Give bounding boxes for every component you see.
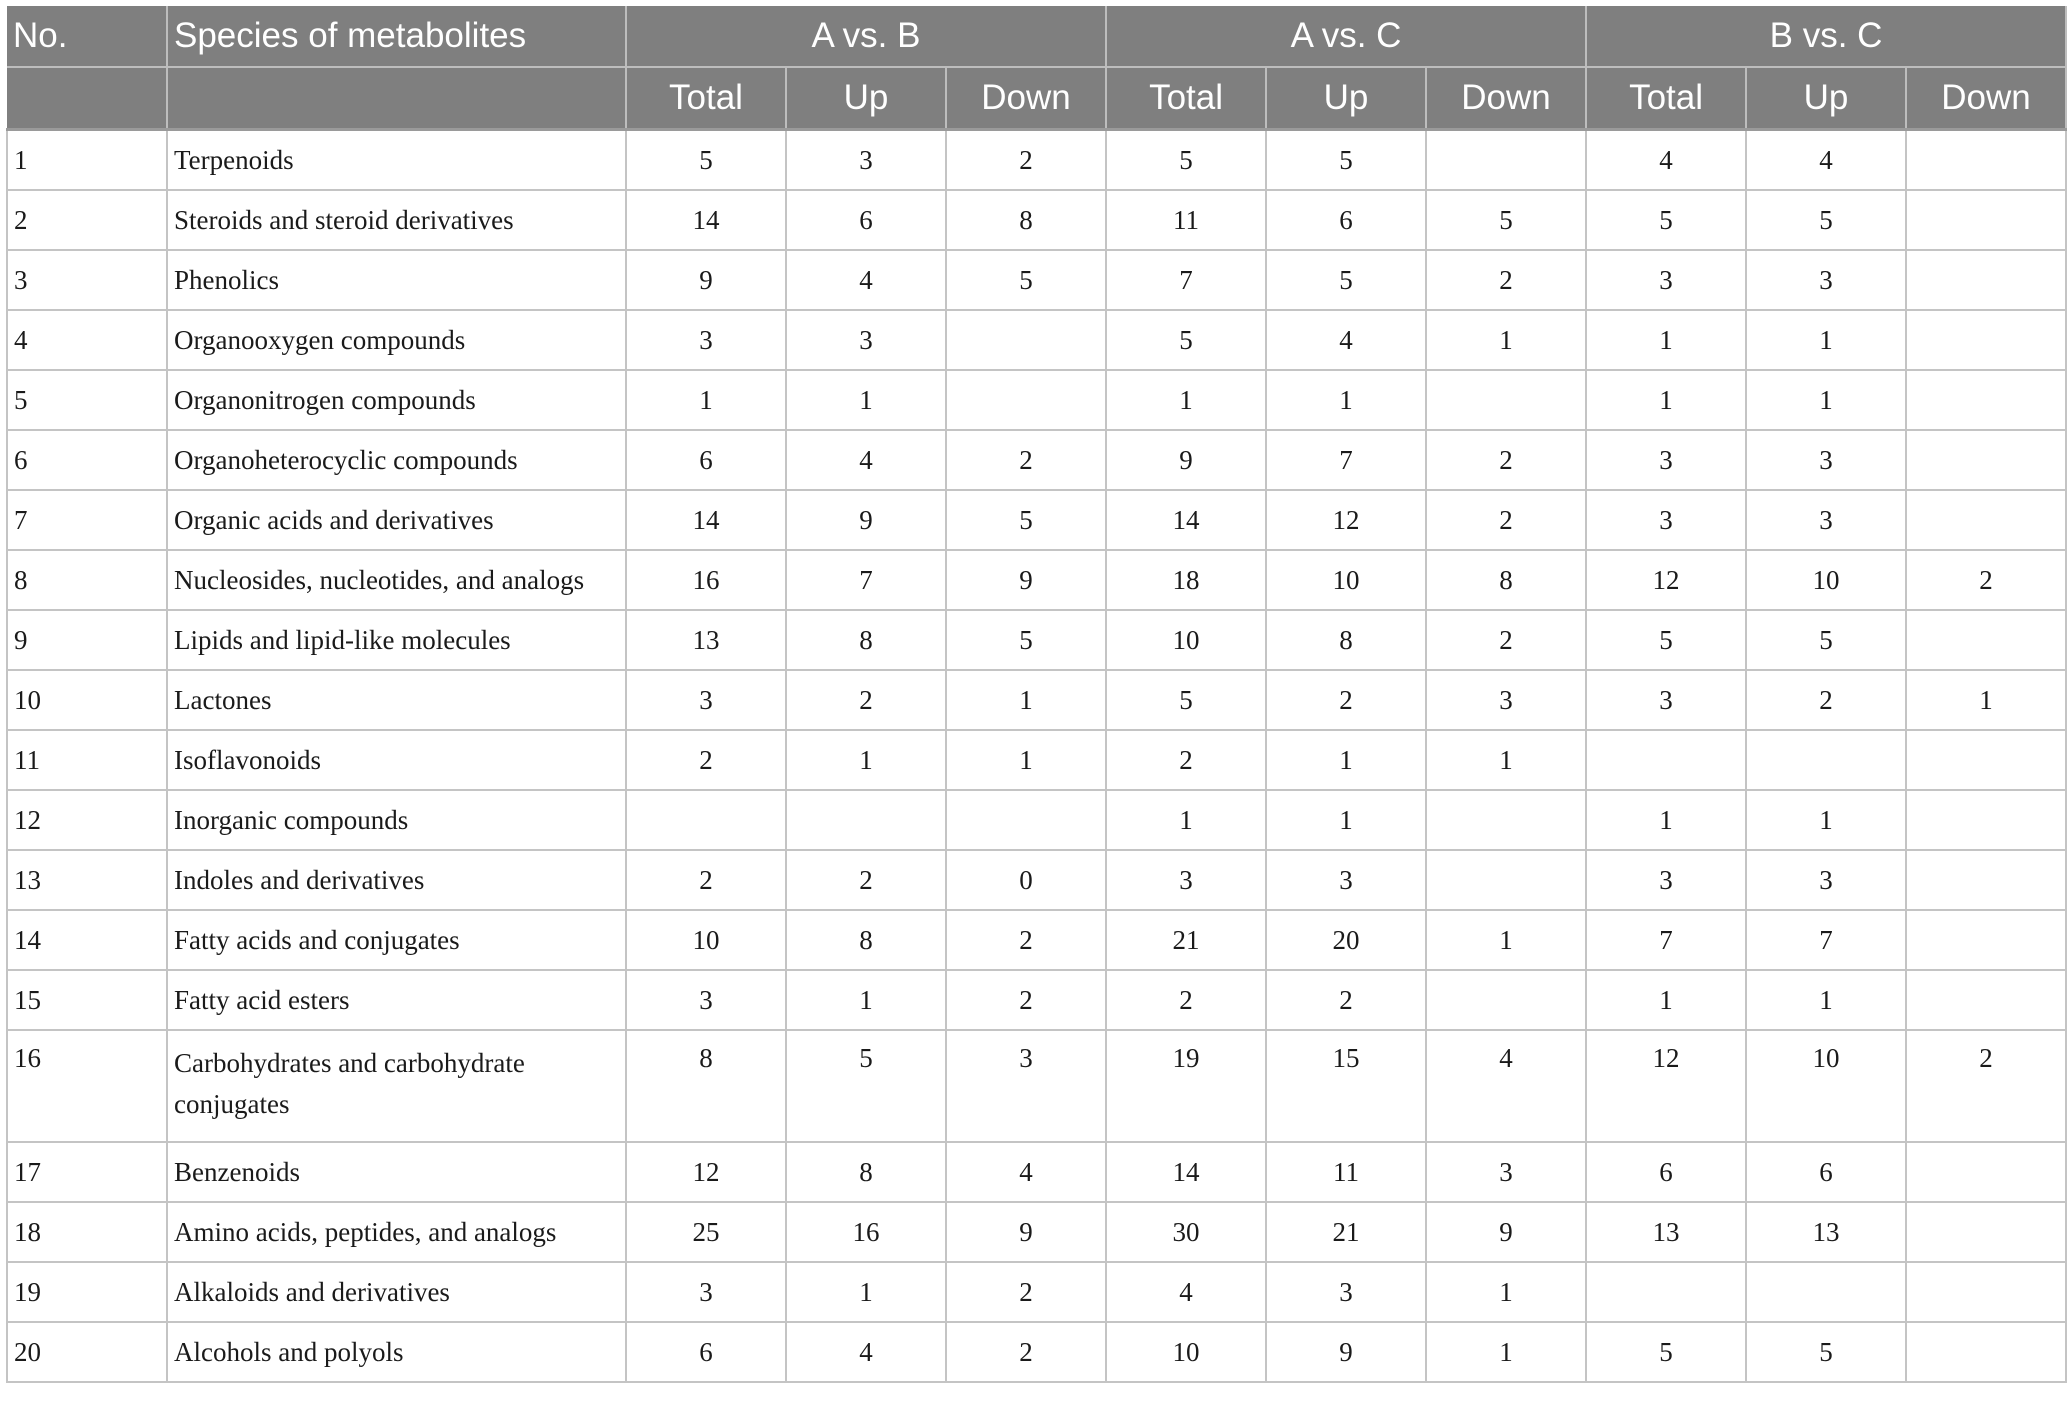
cell-ac-total: 1: [1106, 790, 1266, 850]
cell-ac-down: 2: [1426, 430, 1586, 490]
cell-ab-total: 2: [626, 730, 786, 790]
cell-bc-up: 6: [1746, 1142, 1906, 1202]
table-row: [7, 1262, 2066, 1322]
cell-no: 19: [7, 1262, 167, 1322]
cell-ab-up: 8: [786, 610, 946, 670]
cell-ab-total: 14: [626, 190, 786, 250]
cell-ab-up: 3: [786, 310, 946, 370]
cell-bc-total: 6: [1586, 1142, 1746, 1202]
cell-ab-down: 4: [946, 1142, 1106, 1202]
cell-no: 7: [7, 490, 167, 550]
cell-no: 12: [7, 790, 167, 850]
cell-bc-down: [1906, 130, 2066, 191]
cell-bc-down: [1906, 490, 2066, 550]
cell-bc-down: [1906, 250, 2066, 310]
header-no: No.: [7, 6, 167, 67]
cell-ab-up: 1: [786, 1262, 946, 1322]
cell-ab-total: 14: [626, 490, 786, 550]
cell-bc-down: [1906, 310, 2066, 370]
cell-ab-up: 16: [786, 1202, 946, 1262]
cell-ac-down: 8: [1426, 550, 1586, 610]
cell-bc-total: 12: [1586, 1030, 1746, 1142]
cell-bc-up: 5: [1746, 610, 1906, 670]
cell-bc-total: 4: [1586, 130, 1746, 191]
header-up: Up: [1266, 67, 1426, 130]
cell-bc-up: 3: [1746, 430, 1906, 490]
cell-ab-down: 2: [946, 430, 1106, 490]
header-up: Up: [786, 67, 946, 130]
cell-species: Lipids and lipid-like molecules: [167, 610, 626, 670]
cell-bc-up: 7: [1746, 910, 1906, 970]
cell-bc-total: 5: [1586, 610, 1746, 670]
cell-bc-down: [1906, 370, 2066, 430]
cell-species: Carbohydrates and carbohydrate conjugates: [167, 1030, 626, 1142]
cell-bc-down: [1906, 910, 2066, 970]
table-row: [7, 1202, 2066, 1262]
cell-ac-down: 2: [1426, 610, 1586, 670]
cell-ac-total: 18: [1106, 550, 1266, 610]
cell-bc-up: 10: [1746, 1030, 1906, 1142]
cell-ab-down: [946, 790, 1106, 850]
table-row: [7, 310, 2066, 370]
cell-ac-total: 5: [1106, 130, 1266, 191]
cell-bc-up: 4: [1746, 130, 1906, 191]
cell-species: Organooxygen compounds: [167, 310, 626, 370]
cell-bc-up: 3: [1746, 490, 1906, 550]
cell-ac-up: 1: [1266, 370, 1426, 430]
cell-ab-up: 9: [786, 490, 946, 550]
cell-ab-up: 2: [786, 670, 946, 730]
cell-no: 14: [7, 910, 167, 970]
cell-ab-total: 8: [626, 1030, 786, 1142]
cell-ab-total: 3: [626, 670, 786, 730]
cell-bc-down: [1906, 1322, 2066, 1382]
cell-species: Phenolics: [167, 250, 626, 310]
cell-ab-down: 1: [946, 670, 1106, 730]
cell-bc-total: 1: [1586, 370, 1746, 430]
cell-bc-up: 2: [1746, 670, 1906, 730]
table-row: [7, 550, 2066, 610]
cell-species: Organic acids and derivatives: [167, 490, 626, 550]
table-row: [7, 490, 2066, 550]
header-blank-no: [7, 67, 167, 130]
cell-ac-down: [1426, 130, 1586, 191]
header-species: Species of metabolites: [167, 6, 626, 67]
table-body: [7, 130, 2066, 1383]
table-row: [7, 610, 2066, 670]
cell-no: 18: [7, 1202, 167, 1262]
table-row: [7, 730, 2066, 790]
cell-ac-total: 19: [1106, 1030, 1266, 1142]
header-down: Down: [946, 67, 1106, 130]
cell-ac-up: 5: [1266, 130, 1426, 191]
cell-bc-up: 1: [1746, 310, 1906, 370]
cell-ac-up: 9: [1266, 1322, 1426, 1382]
cell-ac-total: 5: [1106, 670, 1266, 730]
cell-bc-up: 3: [1746, 850, 1906, 910]
cell-species: Inorganic compounds: [167, 790, 626, 850]
table-row: [7, 130, 2066, 191]
cell-bc-total: 7: [1586, 910, 1746, 970]
cell-ac-down: [1426, 790, 1586, 850]
cell-ac-up: 12: [1266, 490, 1426, 550]
cell-bc-down: [1906, 1202, 2066, 1262]
header-total: Total: [1586, 67, 1746, 130]
cell-ab-down: 8: [946, 190, 1106, 250]
cell-ac-total: 5: [1106, 310, 1266, 370]
cell-species: Organoheterocyclic compounds: [167, 430, 626, 490]
cell-ab-down: 0: [946, 850, 1106, 910]
cell-no: 20: [7, 1322, 167, 1382]
table-row: [7, 190, 2066, 250]
cell-bc-up: 5: [1746, 190, 1906, 250]
cell-bc-total: 5: [1586, 190, 1746, 250]
cell-ac-down: 3: [1426, 1142, 1586, 1202]
cell-ac-down: 2: [1426, 250, 1586, 310]
cell-bc-up: 1: [1746, 970, 1906, 1030]
cell-bc-down: [1906, 730, 2066, 790]
cell-ac-up: 7: [1266, 430, 1426, 490]
cell-ac-up: 4: [1266, 310, 1426, 370]
header-group-b-vs-c: B vs. C: [1586, 6, 2066, 67]
cell-ab-down: 9: [946, 1202, 1106, 1262]
cell-bc-up: 10: [1746, 550, 1906, 610]
cell-bc-down: 2: [1906, 1030, 2066, 1142]
cell-bc-down: 1: [1906, 670, 2066, 730]
header-total: Total: [626, 67, 786, 130]
cell-bc-down: [1906, 430, 2066, 490]
cell-species: Isoflavonoids: [167, 730, 626, 790]
cell-ac-down: 9: [1426, 1202, 1586, 1262]
cell-ac-up: 2: [1266, 970, 1426, 1030]
cell-ab-total: 25: [626, 1202, 786, 1262]
cell-ac-total: 21: [1106, 910, 1266, 970]
cell-species: Fatty acid esters: [167, 970, 626, 1030]
cell-ac-up: 11: [1266, 1142, 1426, 1202]
cell-bc-up: 5: [1746, 1322, 1906, 1382]
cell-bc-total: 13: [1586, 1202, 1746, 1262]
cell-bc-up: [1746, 730, 1906, 790]
cell-bc-total: [1586, 1262, 1746, 1322]
cell-bc-down: 2: [1906, 550, 2066, 610]
cell-bc-total: 1: [1586, 970, 1746, 1030]
cell-no: 10: [7, 670, 167, 730]
cell-ab-total: 16: [626, 550, 786, 610]
cell-ac-up: 2: [1266, 670, 1426, 730]
cell-bc-total: 5: [1586, 1322, 1746, 1382]
cell-ac-down: 1: [1426, 730, 1586, 790]
cell-species: Alcohols and polyols: [167, 1322, 626, 1382]
cell-ab-down: 2: [946, 910, 1106, 970]
cell-ab-up: 7: [786, 550, 946, 610]
cell-ab-down: 5: [946, 250, 1106, 310]
cell-bc-total: 1: [1586, 310, 1746, 370]
cell-ab-up: 4: [786, 250, 946, 310]
cell-ac-up: 1: [1266, 730, 1426, 790]
cell-no: 13: [7, 850, 167, 910]
cell-bc-up: 1: [1746, 790, 1906, 850]
cell-ab-total: 6: [626, 1322, 786, 1382]
cell-ac-up: 3: [1266, 850, 1426, 910]
cell-ab-up: 6: [786, 190, 946, 250]
cell-ab-up: 8: [786, 1142, 946, 1202]
cell-ac-total: 14: [1106, 490, 1266, 550]
table-row: [7, 910, 2066, 970]
cell-ac-up: 20: [1266, 910, 1426, 970]
cell-ac-down: [1426, 850, 1586, 910]
cell-ab-down: 2: [946, 130, 1106, 191]
cell-bc-down: [1906, 610, 2066, 670]
cell-ab-total: 1: [626, 370, 786, 430]
cell-ac-total: 2: [1106, 730, 1266, 790]
cell-bc-down: [1906, 190, 2066, 250]
table-row: [7, 370, 2066, 430]
cell-species: Indoles and derivatives: [167, 850, 626, 910]
cell-species: Lactones: [167, 670, 626, 730]
cell-no: 2: [7, 190, 167, 250]
cell-no: 5: [7, 370, 167, 430]
cell-ac-up: 5: [1266, 250, 1426, 310]
cell-ac-total: 3: [1106, 850, 1266, 910]
cell-ab-up: 1: [786, 970, 946, 1030]
cell-ab-total: 3: [626, 970, 786, 1030]
cell-ab-up: 1: [786, 730, 946, 790]
cell-ac-total: 7: [1106, 250, 1266, 310]
cell-ac-total: 10: [1106, 1322, 1266, 1382]
cell-ab-total: 13: [626, 610, 786, 670]
table-row: [7, 430, 2066, 490]
cell-ac-up: 1: [1266, 790, 1426, 850]
cell-ab-total: 10: [626, 910, 786, 970]
cell-ac-down: [1426, 370, 1586, 430]
cell-species: Terpenoids: [167, 130, 626, 191]
cell-bc-down: [1906, 1262, 2066, 1322]
cell-no: 4: [7, 310, 167, 370]
cell-ab-total: [626, 790, 786, 850]
cell-ab-total: 3: [626, 310, 786, 370]
header-row-groups: [7, 6, 2066, 67]
header-total: Total: [1106, 67, 1266, 130]
cell-bc-up: 1: [1746, 370, 1906, 430]
cell-no: 8: [7, 550, 167, 610]
cell-ab-down: 5: [946, 610, 1106, 670]
cell-species: Nucleosides, nucleotides, and analogs: [167, 550, 626, 610]
cell-bc-total: 3: [1586, 670, 1746, 730]
cell-ac-down: 3: [1426, 670, 1586, 730]
cell-ab-down: 5: [946, 490, 1106, 550]
cell-ac-total: 1: [1106, 370, 1266, 430]
cell-ab-up: 5: [786, 1030, 946, 1142]
cell-ab-down: [946, 310, 1106, 370]
cell-ac-down: 1: [1426, 910, 1586, 970]
cell-ac-up: 8: [1266, 610, 1426, 670]
table-row: [7, 1322, 2066, 1382]
header-down: Down: [1426, 67, 1586, 130]
cell-bc-total: 3: [1586, 850, 1746, 910]
cell-ac-total: 30: [1106, 1202, 1266, 1262]
cell-ab-total: 2: [626, 850, 786, 910]
metabolite-table: [6, 6, 2067, 1383]
cell-no: 16: [7, 1030, 167, 1142]
cell-ab-total: 9: [626, 250, 786, 310]
cell-ab-total: 12: [626, 1142, 786, 1202]
header-up: Up: [1746, 67, 1906, 130]
cell-ac-down: 2: [1426, 490, 1586, 550]
cell-bc-up: 13: [1746, 1202, 1906, 1262]
metabolite-table-container: [6, 6, 2063, 1383]
cell-bc-up: 3: [1746, 250, 1906, 310]
cell-ac-down: 1: [1426, 1262, 1586, 1322]
cell-species: Fatty acids and conjugates: [167, 910, 626, 970]
cell-ab-down: [946, 370, 1106, 430]
cell-bc-down: [1906, 1142, 2066, 1202]
cell-ac-down: 1: [1426, 310, 1586, 370]
cell-bc-total: 3: [1586, 250, 1746, 310]
cell-ac-up: 10: [1266, 550, 1426, 610]
cell-no: 6: [7, 430, 167, 490]
cell-species: Amino acids, peptides, and analogs: [167, 1202, 626, 1262]
cell-ab-total: 3: [626, 1262, 786, 1322]
cell-ac-total: 11: [1106, 190, 1266, 250]
cell-species: Organonitrogen compounds: [167, 370, 626, 430]
cell-ac-total: 2: [1106, 970, 1266, 1030]
cell-bc-total: [1586, 730, 1746, 790]
cell-ab-up: 1: [786, 370, 946, 430]
cell-ac-total: 10: [1106, 610, 1266, 670]
cell-ab-up: 2: [786, 850, 946, 910]
header-group-a-vs-c: A vs. C: [1106, 6, 1586, 67]
cell-ac-total: 14: [1106, 1142, 1266, 1202]
cell-species: Benzenoids: [167, 1142, 626, 1202]
table-row: [7, 250, 2066, 310]
cell-ac-down: 4: [1426, 1030, 1586, 1142]
table-row: [7, 1142, 2066, 1202]
cell-no: 9: [7, 610, 167, 670]
cell-ab-down: 2: [946, 970, 1106, 1030]
cell-ac-down: 5: [1426, 190, 1586, 250]
cell-ac-up: 15: [1266, 1030, 1426, 1142]
cell-ab-total: 5: [626, 130, 786, 191]
header-down: Down: [1906, 67, 2066, 130]
cell-no: 1: [7, 130, 167, 191]
table-row: [7, 850, 2066, 910]
table-row: [7, 970, 2066, 1030]
cell-ac-up: 3: [1266, 1262, 1426, 1322]
cell-ab-down: 2: [946, 1322, 1106, 1382]
cell-species: Alkaloids and derivatives: [167, 1262, 626, 1322]
cell-species: Steroids and steroid derivatives: [167, 190, 626, 250]
cell-ab-down: 9: [946, 550, 1106, 610]
cell-ab-up: [786, 790, 946, 850]
cell-ab-up: 4: [786, 1322, 946, 1382]
cell-ac-down: 1: [1426, 1322, 1586, 1382]
cell-ac-up: 6: [1266, 190, 1426, 250]
cell-bc-total: 1: [1586, 790, 1746, 850]
cell-bc-total: 3: [1586, 490, 1746, 550]
cell-bc-total: 12: [1586, 550, 1746, 610]
cell-ab-down: 3: [946, 1030, 1106, 1142]
header-group-a-vs-b: A vs. B: [626, 6, 1106, 67]
cell-no: 3: [7, 250, 167, 310]
cell-ab-down: 2: [946, 1262, 1106, 1322]
table-row: [7, 670, 2066, 730]
cell-ac-total: 4: [1106, 1262, 1266, 1322]
cell-ac-down: [1426, 970, 1586, 1030]
cell-bc-down: [1906, 850, 2066, 910]
header-blank-species: [167, 67, 626, 130]
cell-bc-down: [1906, 970, 2066, 1030]
cell-no: 15: [7, 970, 167, 1030]
table-row: [7, 1030, 2066, 1142]
cell-ab-up: 4: [786, 430, 946, 490]
cell-ac-total: 9: [1106, 430, 1266, 490]
cell-no: 17: [7, 1142, 167, 1202]
cell-no: 11: [7, 730, 167, 790]
header-row-subcolumns: [7, 67, 2066, 130]
cell-ab-down: 1: [946, 730, 1106, 790]
cell-ac-up: 21: [1266, 1202, 1426, 1262]
table-row: [7, 790, 2066, 850]
cell-ab-total: 6: [626, 430, 786, 490]
cell-bc-up: [1746, 1262, 1906, 1322]
cell-ab-up: 8: [786, 910, 946, 970]
cell-bc-total: 3: [1586, 430, 1746, 490]
cell-bc-down: [1906, 790, 2066, 850]
cell-ab-up: 3: [786, 130, 946, 191]
